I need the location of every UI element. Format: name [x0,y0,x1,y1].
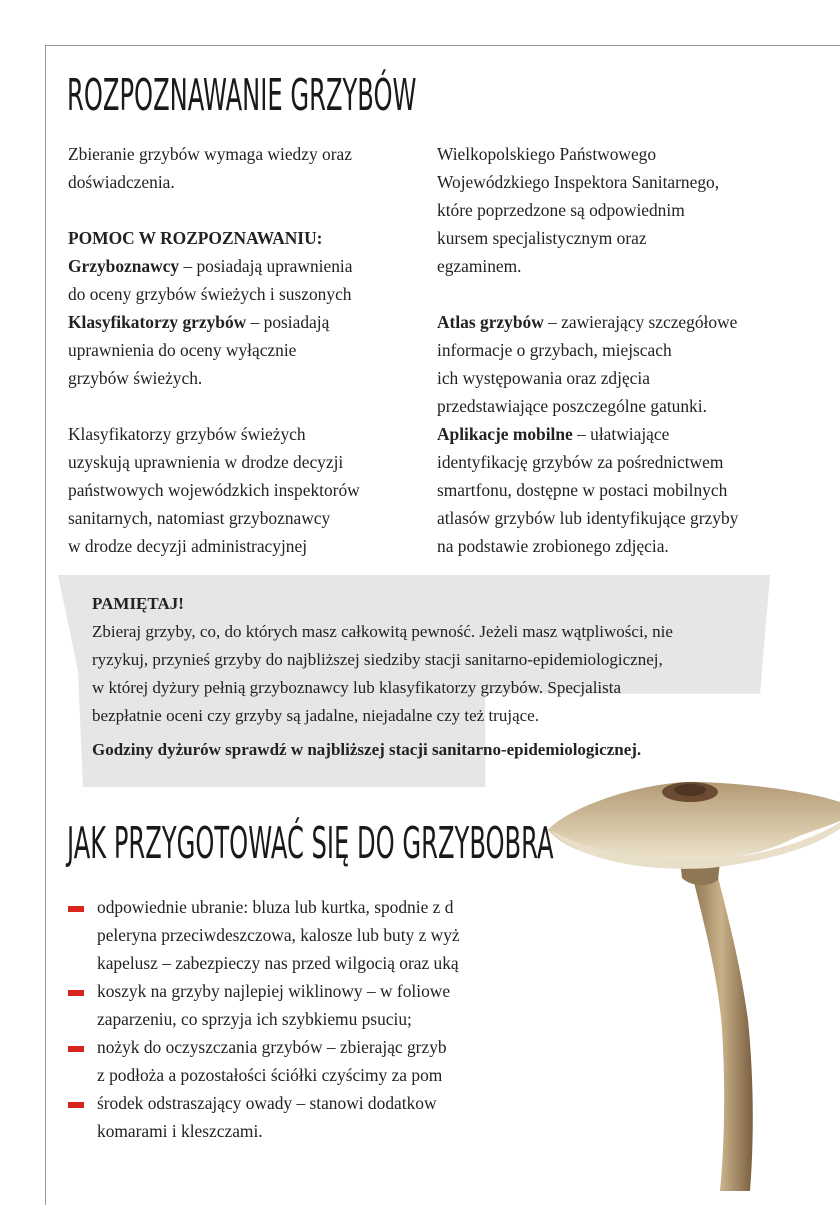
remember-title: PAMIĘTAJ! [92,594,184,613]
apps-line: na podstawie zrobionego zdjęcia. [437,536,669,556]
list-item: odpowiednie ubranie: bluza lub kurtka, spodnie z d peleryna przeciwdeszczowa, kalosze lub buty z wyż kapelusz – zabezpieczy nas przed wilgocią oraz uką [68,893,498,977]
intro-line: Zbieranie grzybów wymaga wiedzy oraz [68,144,352,164]
left-para-line: Klasyfikatorzy grzybów świeżych [68,424,306,444]
klasyfikatorzy-line: Klasyfikatorzy grzybów – posiadają [68,312,330,332]
right-para-line: egzaminem. [437,256,522,276]
right-para-line: które poprzedzone są odpowiednim [437,200,685,220]
intro-line: doświadczenia. [68,172,175,192]
mushroom-image [540,770,840,1191]
heading-rozpoznawanie: ROZPOZNAWANIE GRZYBÓW [67,70,417,121]
apps-line: atlasów grzybów lub identyfikujące grzyby [437,508,739,528]
bullet-marker [68,1046,84,1052]
right-para-line: Wojewódzkiego Inspektora Sanitarnego, [437,172,720,192]
bullet-marker [68,990,84,996]
list-item: koszyk na grzyby najlepiej wiklinowy – w foliowe zaparzeniu, co sprzyja ich szybkiemu psuciu; [68,977,498,1033]
atlas-line: ich występowania oraz zdjęcia [437,368,650,388]
remember-line: bezpłatnie oceni czy grzyby są jadalne, niejadalne czy też trujące. [92,706,539,725]
apps-line: Aplikacje mobilne – ułatwiające [437,424,670,444]
atlas-line: informacje o grzybach, miejscach [437,340,672,360]
left-para-line: państwowych wojewódzkich inspektorów [68,480,360,500]
remember-line: ryzykuj, przynieś grzyby do najbliższej siedziby stacji sanitarno-epidemiologicznej, [92,650,663,669]
heading-przygotowanie: JAK PRZYGOTOWAĆ SIĘ DO GRZYBOBRA [67,818,554,869]
remember-line: w której dyżury pełnią grzyboznawcy lub klasyfikatorzy grzybów. Specjalista [92,678,622,697]
apps-line: smartfonu, dostępne w postaci mobilnych [437,480,728,500]
remember-box [92,590,782,764]
grzyboznawcy-line: do oceny grzybów świeżych i suszonych [68,284,352,304]
remember-hours: Godziny dyżurów sprawdź w najbliższej stacji sanitarno-epidemiologicznej. [92,740,642,759]
right-para-line: kursem specjalistycznym oraz [437,228,647,248]
bullet-marker [68,1102,84,1108]
atlas-line: przedstawiające poszczególne gatunki. [437,396,707,416]
left-para-line: w drodze decyzji administracyjnej [68,536,308,556]
right-para-line: Wielkopolskiego Państwowego [437,144,657,164]
list-item: środek odstraszający owady – stanowi dodatkow komarami i kleszczami. [68,1089,498,1145]
klasyfikatorzy-line: uprawnienia do oceny wyłącznie [68,340,297,360]
left-para-line: uzyskują uprawnienia w drodze decyzji [68,452,344,472]
right-column [437,140,797,560]
atlas-line: Atlas grzybów – zawierający szczegółowe [437,312,738,332]
help-title: POMOC W ROZPOZNAWANIU: [68,228,323,248]
bullet-marker [68,906,84,912]
apps-line: identyfikację grzybów za pośrednictwem [437,452,724,472]
remember-line: Zbieraj grzyby, co, do których masz całkowitą pewność. Jeżeli masz wątpliwości, nie [92,622,673,641]
list-item: nożyk do oczyszczania grzybów – zbierając grzyb z podłoża a pozostałości ściółki czyścimy za pom [68,1033,498,1089]
prep-list [68,893,498,1145]
left-column [68,140,418,560]
klasyfikatorzy-line: grzybów świeżych. [68,368,203,388]
grzyboznawcy-line: Grzyboznawcy – posiadają uprawnienia [68,256,353,276]
left-para-line: sanitarnych, natomiast grzyboznawcy [68,508,331,528]
